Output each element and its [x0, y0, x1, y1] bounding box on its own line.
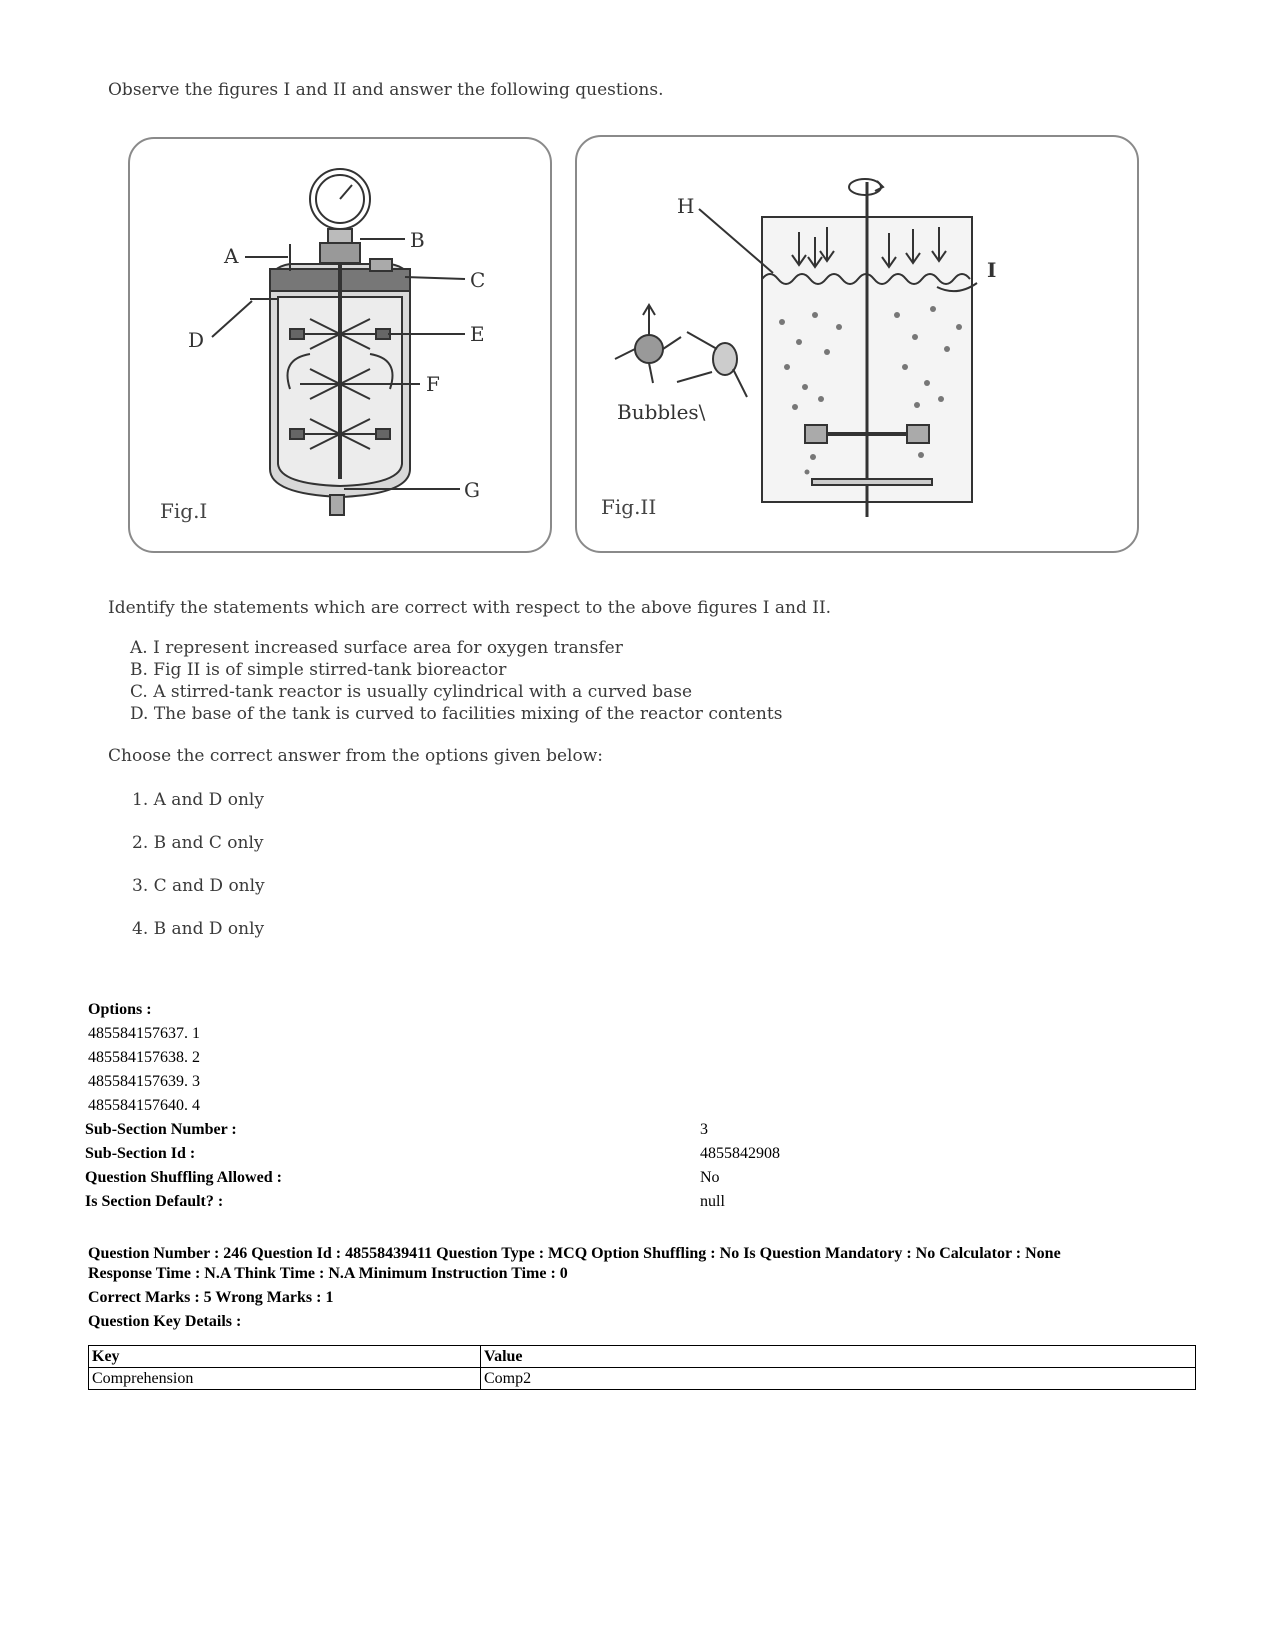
- instruction-text: Observe the figures I and II and answer the following questions.: [108, 80, 664, 100]
- statement-b: B. Fig II is of simple stirred-tank bioreactor: [130, 660, 507, 680]
- figure-1-frame: [128, 137, 552, 553]
- question-shuffling-value: No: [700, 1169, 720, 1186]
- table-cell-key: Comprehension: [89, 1368, 481, 1390]
- subsection-id-value: 4855842908: [700, 1145, 780, 1162]
- fig2-label-i: I: [987, 258, 997, 282]
- fig2-bubbles-label: Bubbles\: [617, 400, 706, 424]
- fig2-label-h: H: [677, 194, 695, 218]
- question-shuffling-label: Question Shuffling Allowed :: [85, 1169, 282, 1186]
- figure-2-frame: [575, 135, 1139, 553]
- fig1-label-f: F: [426, 372, 440, 396]
- question-meta-line1: Question Number : 246 Question Id : 48558439411 Question Type : MCQ Option Shuffling : No Is Question Mandatory : No Calculator : None: [88, 1245, 1061, 1262]
- marks-line: Correct Marks : 5 Wrong Marks : 1: [88, 1289, 334, 1306]
- statement-c: C. A stirred-tank reactor is usually cylindrical with a curved base: [130, 682, 693, 702]
- table-header-key: Key: [89, 1346, 481, 1368]
- choice-1: 1. A and D only: [132, 790, 264, 810]
- fig1-caption: Fig.I: [160, 499, 208, 523]
- statement-a: A. I represent increased surface area for oxygen transfer: [130, 638, 623, 658]
- subsection-id-label: Sub-Section Id :: [85, 1145, 196, 1162]
- fig1-label-a: A: [224, 244, 239, 268]
- fig1-label-d: D: [188, 328, 205, 352]
- table-cell-value: Comp2: [481, 1368, 1196, 1390]
- options-heading: Options :: [88, 1001, 152, 1018]
- statement-d: D. The base of the tank is curved to facilities mixing of the reactor contents: [130, 704, 783, 724]
- option-item-3: 485584157639. 3: [88, 1073, 200, 1090]
- table-header-value: Value: [481, 1346, 1196, 1368]
- subsection-number-value: 3: [700, 1121, 708, 1138]
- section-default-label: Is Section Default? :: [85, 1193, 224, 1210]
- stirred-tank-diagram: [130, 139, 550, 551]
- key-details-heading: Question Key Details :: [88, 1313, 242, 1330]
- option-item-1: 485584157637. 1: [88, 1025, 200, 1042]
- choice-2: 2. B and C only: [132, 833, 264, 853]
- choice-4: 4. B and D only: [132, 919, 265, 939]
- fig1-label-g: G: [464, 478, 480, 502]
- fig2-caption: Fig.II: [601, 495, 657, 519]
- option-item-2: 485584157638. 2: [88, 1049, 200, 1066]
- option-item-4: 485584157640. 4: [88, 1097, 200, 1114]
- section-default-value: null: [700, 1193, 725, 1210]
- choice-3: 3. C and D only: [132, 876, 265, 896]
- table-row: [89, 1368, 1196, 1390]
- subsection-number-label: Sub-Section Number :: [85, 1121, 237, 1138]
- fig1-label-e: E: [470, 322, 485, 346]
- prompt-text: Identify the statements which are correct with respect to the above figures I and II.: [108, 598, 832, 618]
- fig1-label-b: B: [410, 228, 425, 252]
- table-header-row: [89, 1346, 1196, 1368]
- fig1-label-c: C: [470, 268, 486, 292]
- key-details-table: [88, 1345, 1196, 1390]
- question-meta-line2: Response Time : N.A Think Time : N.A Minimum Instruction Time : 0: [88, 1265, 568, 1282]
- bubble-tank-diagram: [577, 137, 1137, 551]
- choose-text: Choose the correct answer from the options given below:: [108, 746, 603, 766]
